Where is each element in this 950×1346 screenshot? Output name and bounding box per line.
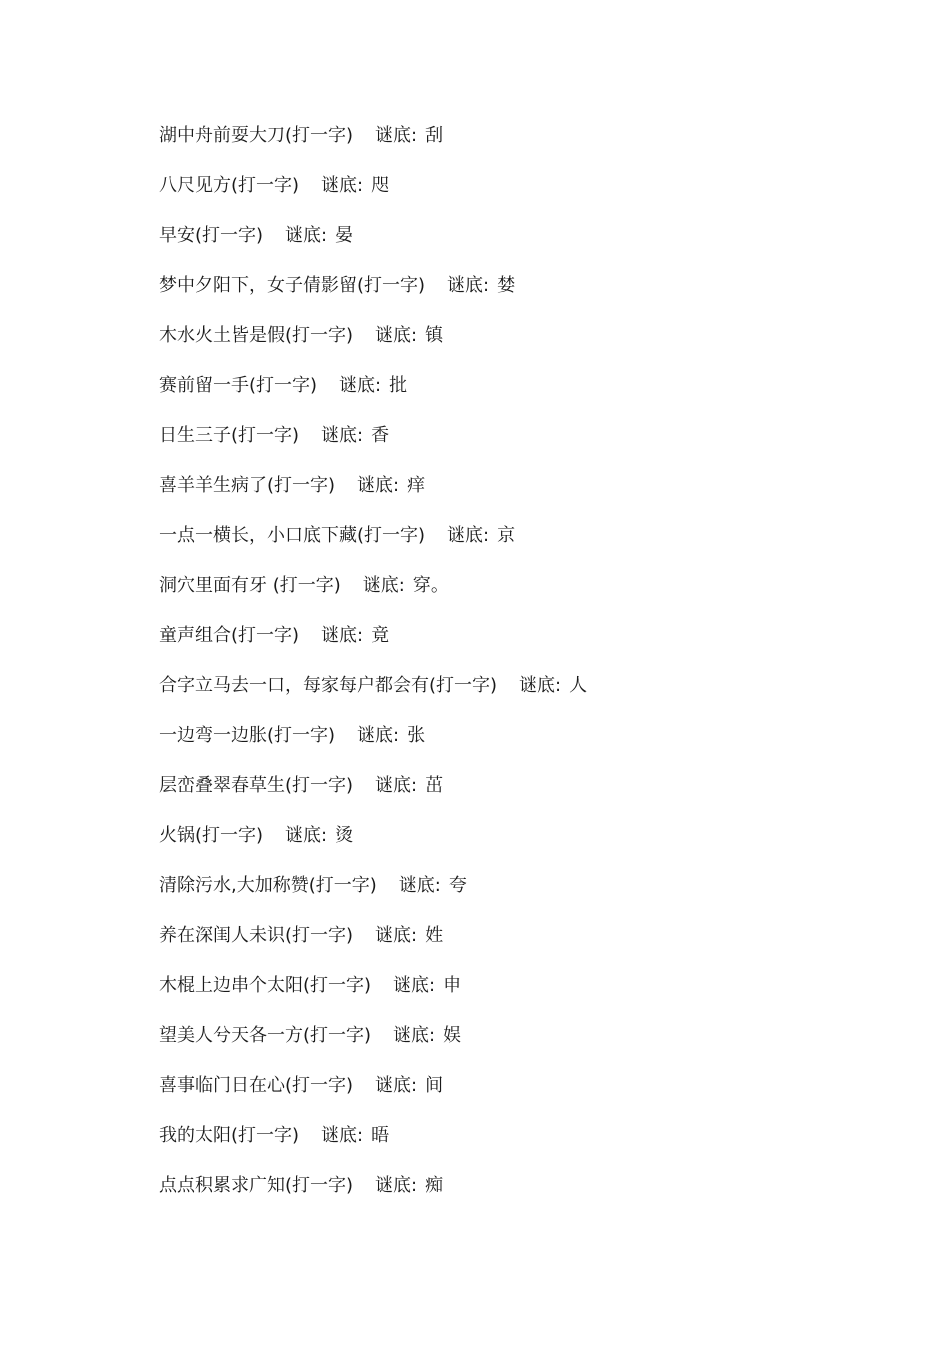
riddle-answer: 姓 (425, 925, 444, 946)
riddle-question: 我的太阳(打一字) (159, 1125, 300, 1146)
answer-label: 谜底: (375, 775, 418, 796)
answer-label: 谜底: (321, 1125, 364, 1146)
riddle-answer: 娱 (443, 1025, 462, 1046)
answer-label: 谜底: (393, 975, 436, 996)
riddle-line (159, 920, 587, 970)
riddle-question: 梦中夕阳下，女子倩影留(打一字) (159, 275, 426, 296)
answer-label: 谜底: (375, 925, 418, 946)
answer-label: 谜底: (357, 475, 400, 496)
answer-label: 谜底: (321, 175, 364, 196)
riddle-question: 洞穴里面有牙 (打一字) (159, 575, 341, 596)
riddle-line (159, 470, 587, 520)
riddle-answer: 晤 (371, 1125, 390, 1146)
riddle-question: 望美人兮天各一方(打一字) (159, 1025, 372, 1046)
riddle-answer: 茁 (425, 775, 444, 796)
riddle-answer: 烫 (335, 825, 354, 846)
riddle-answer: 间 (425, 1075, 444, 1096)
riddle-answer: 香 (371, 425, 390, 446)
riddle-line (159, 220, 587, 270)
riddle-line (159, 720, 587, 770)
riddle-answer: 批 (389, 375, 408, 396)
riddle-answer: 夸 (448, 875, 467, 896)
riddle-line (159, 570, 587, 620)
answer-label: 谜底: (362, 575, 405, 596)
answer-label: 谜底: (321, 625, 364, 646)
answer-label: 谜底: (398, 875, 441, 896)
riddle-question: 日生三子(打一字) (159, 425, 300, 446)
riddle-line (159, 420, 587, 470)
riddle-question: 火锅(打一字) (159, 825, 264, 846)
riddle-question: 早安(打一字) (159, 225, 264, 246)
riddle-line (159, 670, 587, 720)
answer-label: 谜底: (285, 825, 328, 846)
answer-label: 谜底: (375, 1175, 418, 1196)
riddle-question: 喜事临门日在心(打一字) (159, 1075, 354, 1096)
riddle-answer: 痴 (425, 1175, 444, 1196)
riddle-answer: 竟 (371, 625, 390, 646)
answer-label: 谜底: (321, 425, 364, 446)
riddle-question: 赛前留一手(打一字) (159, 375, 318, 396)
riddle-answer: 申 (443, 975, 462, 996)
riddle-question: 八尺见方(打一字) (159, 175, 300, 196)
riddle-line (159, 1170, 587, 1220)
riddle-line (159, 320, 587, 370)
riddle-line (159, 1020, 587, 1070)
riddle-question: 点点积累求广知(打一字) (159, 1175, 354, 1196)
riddle-answer: 京 (497, 525, 516, 546)
answer-label: 谜底: (393, 1025, 436, 1046)
riddle-question: 一边弯一边胀(打一字) (159, 725, 336, 746)
riddle-question: 喜羊羊生病了(打一字) (159, 475, 336, 496)
riddle-question: 湖中舟前耍大刀(打一字) (159, 125, 354, 146)
answer-label: 谜底: (339, 375, 382, 396)
riddle-list (159, 120, 587, 1220)
answer-label: 谜底: (375, 125, 418, 146)
riddle-line (159, 120, 587, 170)
riddle-line (159, 770, 587, 820)
riddle-answer: 咫 (371, 175, 390, 196)
riddle-line (159, 970, 587, 1020)
answer-label: 谜底: (447, 275, 490, 296)
riddle-question: 养在深闺人未识(打一字) (159, 925, 354, 946)
riddle-answer: 痒 (407, 475, 426, 496)
answer-label: 谜底: (375, 1075, 418, 1096)
answer-label: 谜底: (375, 325, 418, 346)
riddle-question: 合字立马去一口，每家每户都会有(打一字) (159, 675, 498, 696)
riddle-question: 木棍上边串个太阳(打一字) (159, 975, 372, 996)
answer-label: 谜底: (519, 675, 562, 696)
riddle-line (159, 620, 587, 670)
riddle-question: 童声组合(打一字) (159, 625, 300, 646)
answer-label: 谜底: (285, 225, 328, 246)
riddle-answer: 张 (407, 725, 426, 746)
riddle-answer: 婪 (497, 275, 516, 296)
riddle-question: 清除污水,大加称赞(打一字) (159, 875, 377, 896)
riddle-line (159, 170, 587, 220)
riddle-line (159, 1070, 587, 1120)
riddle-line (159, 1120, 587, 1170)
answer-label: 谜底: (447, 525, 490, 546)
riddle-question: 一点一横长，小口底下藏(打一字) (159, 525, 426, 546)
riddle-answer: 镇 (425, 325, 444, 346)
riddle-line (159, 820, 587, 870)
riddle-answer: 晏 (335, 225, 354, 246)
riddle-line (159, 370, 587, 420)
riddle-line (159, 520, 587, 570)
answer-label: 谜底: (357, 725, 400, 746)
riddle-answer: 穿。 (412, 575, 449, 596)
riddle-line (159, 870, 587, 920)
riddle-question: 层峦叠翠春草生(打一字) (159, 775, 354, 796)
riddle-answer: 刮 (425, 125, 444, 146)
riddle-question: 木水火土皆是假(打一字) (159, 325, 354, 346)
riddle-line (159, 270, 587, 320)
riddle-answer: 人 (569, 675, 588, 696)
